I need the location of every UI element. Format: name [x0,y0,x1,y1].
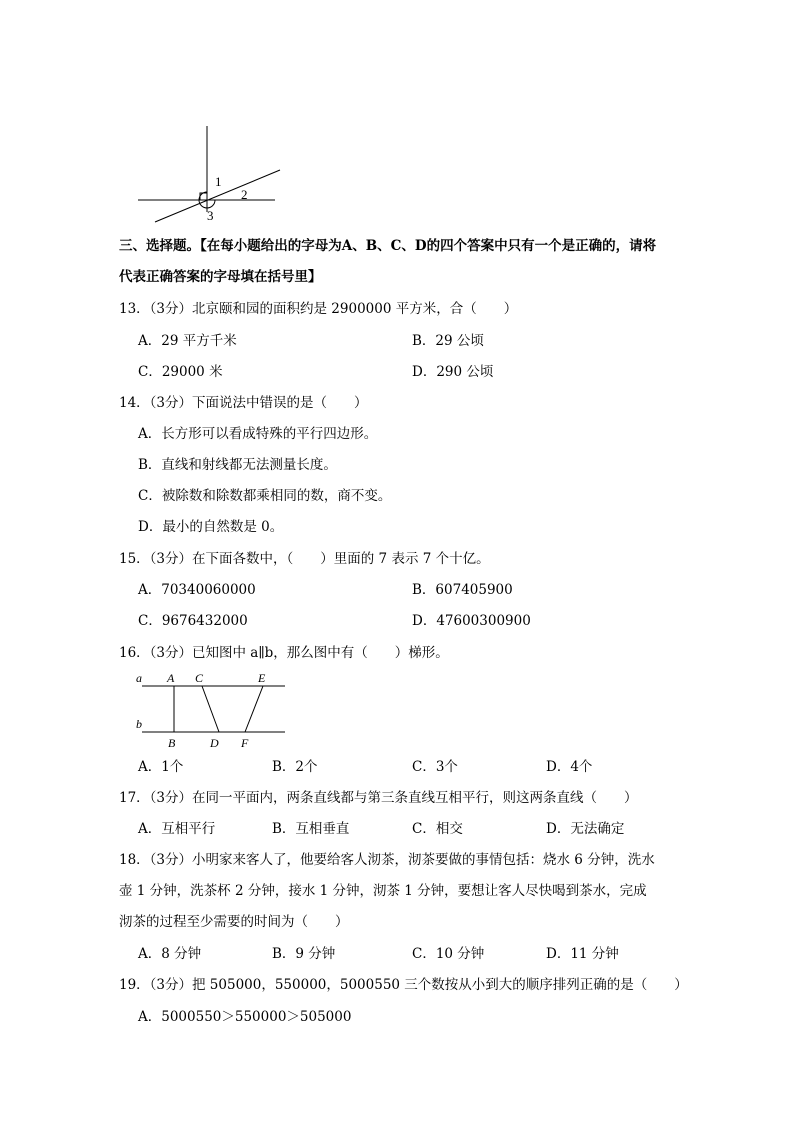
segment-EF [245,686,263,732]
label-point-B: B [168,736,176,750]
q13-stem: 13．（3分）北京颐和园的面积约是 2900000 平方米，合（ ） [119,301,518,317]
q14-option-a: A．长方形可以看成特殊的平行四边形。 [138,426,378,442]
q13-option-b: B．29 公顷 [412,333,484,349]
q17-option-d: D．无法确定 [546,821,625,837]
q14-option-d: D．最小的自然数是 0。 [138,519,284,535]
q14-option-b: B．直线和射线都无法测量长度。 [138,457,337,473]
q16-stem: 16．（3分）已知图中 a∥b，那么图中有（ ）梯形。 [119,645,449,661]
q16-option-d: D．4个 [546,759,593,775]
section-header-line2: 代表正确答案的字母填在括号里】 [119,269,322,285]
q14-option-c: C．被除数和除数都乘相同的数，商不变。 [138,488,392,504]
q16-option-c: C．3个 [412,759,458,775]
angle-label-1: 1 [215,174,222,189]
q13-option-a: A．29 平方千米 [138,333,237,349]
q19-stem: 19．（3分）把 505000，550000，5000550 三个数按从小到大的顺序排列正确的是（ ） [119,977,688,993]
angle-label-2: 2 [241,187,248,202]
label-point-A: A [167,671,175,685]
label-point-F: F [241,736,249,750]
angle-figure [130,122,290,224]
q15-option-a: A．70340060000 [138,582,256,598]
q15-option-b: B．607405900 [412,582,513,598]
q17-option-a: A．互相平行 [138,821,216,837]
q17-option-b: B．互相垂直 [272,821,350,837]
q18-stem-line2: 壶 1 分钟，洗茶杯 2 分钟，接水 1 分钟，沏茶 1 分钟，要想让客人尽快喝到茶水，完成 [119,883,647,899]
q18-option-d: D．11 分钟 [546,946,619,962]
label-point-D: D [210,736,219,750]
q18-stem-line1: 18．（3分）小明家来客人了，他要给客人沏茶，沏茶要做的事情包括：烧水 6 分钟，洗水 [119,852,655,868]
label-point-E: E [258,671,266,685]
section-header-line1: 三、选择题。【在每小题给出的字母为A、B、C、D的四个答案中只有一个是正确的，请将 [119,238,657,254]
angle-label-3: 3 [207,208,214,223]
q15-option-d: D．47600300900 [412,613,531,629]
q15-stem: 15．（3分）在下面各数中，（ ）里面的 7 表示 7 个十亿。 [119,551,490,567]
q18-option-c: C．10 分钟 [412,946,485,962]
q14-stem: 14．（3分）下面说法中错误的是（ ） [119,395,368,411]
q18-option-a: A．8 分钟 [138,946,202,962]
q17-stem: 17．（3分）在同一平面内，两条直线都与第三条直线互相平行，则这两条直线（ ） [119,790,638,806]
segment-CD [202,686,219,732]
q16-option-a: A．1个 [138,759,184,775]
q19-option-a: A．5000550＞550000＞505000 [138,1009,352,1025]
q16-option-b: B．2个 [272,759,318,775]
label-point-C: C [195,671,204,685]
q15-option-c: C．9676432000 [138,613,248,629]
label-line-b: b [136,717,142,731]
q13-option-c: C．29000 米 [138,364,223,380]
q18-option-b: B．9 分钟 [272,946,336,962]
q17-option-c: C．相交 [412,821,463,837]
parallel-lines-figure [130,668,295,752]
q18-stem-line3: 沏茶的过程至少需要的时间为（ ） [119,914,349,930]
q13-option-d: D．290 公顷 [412,364,494,380]
label-line-a: a [136,671,142,685]
